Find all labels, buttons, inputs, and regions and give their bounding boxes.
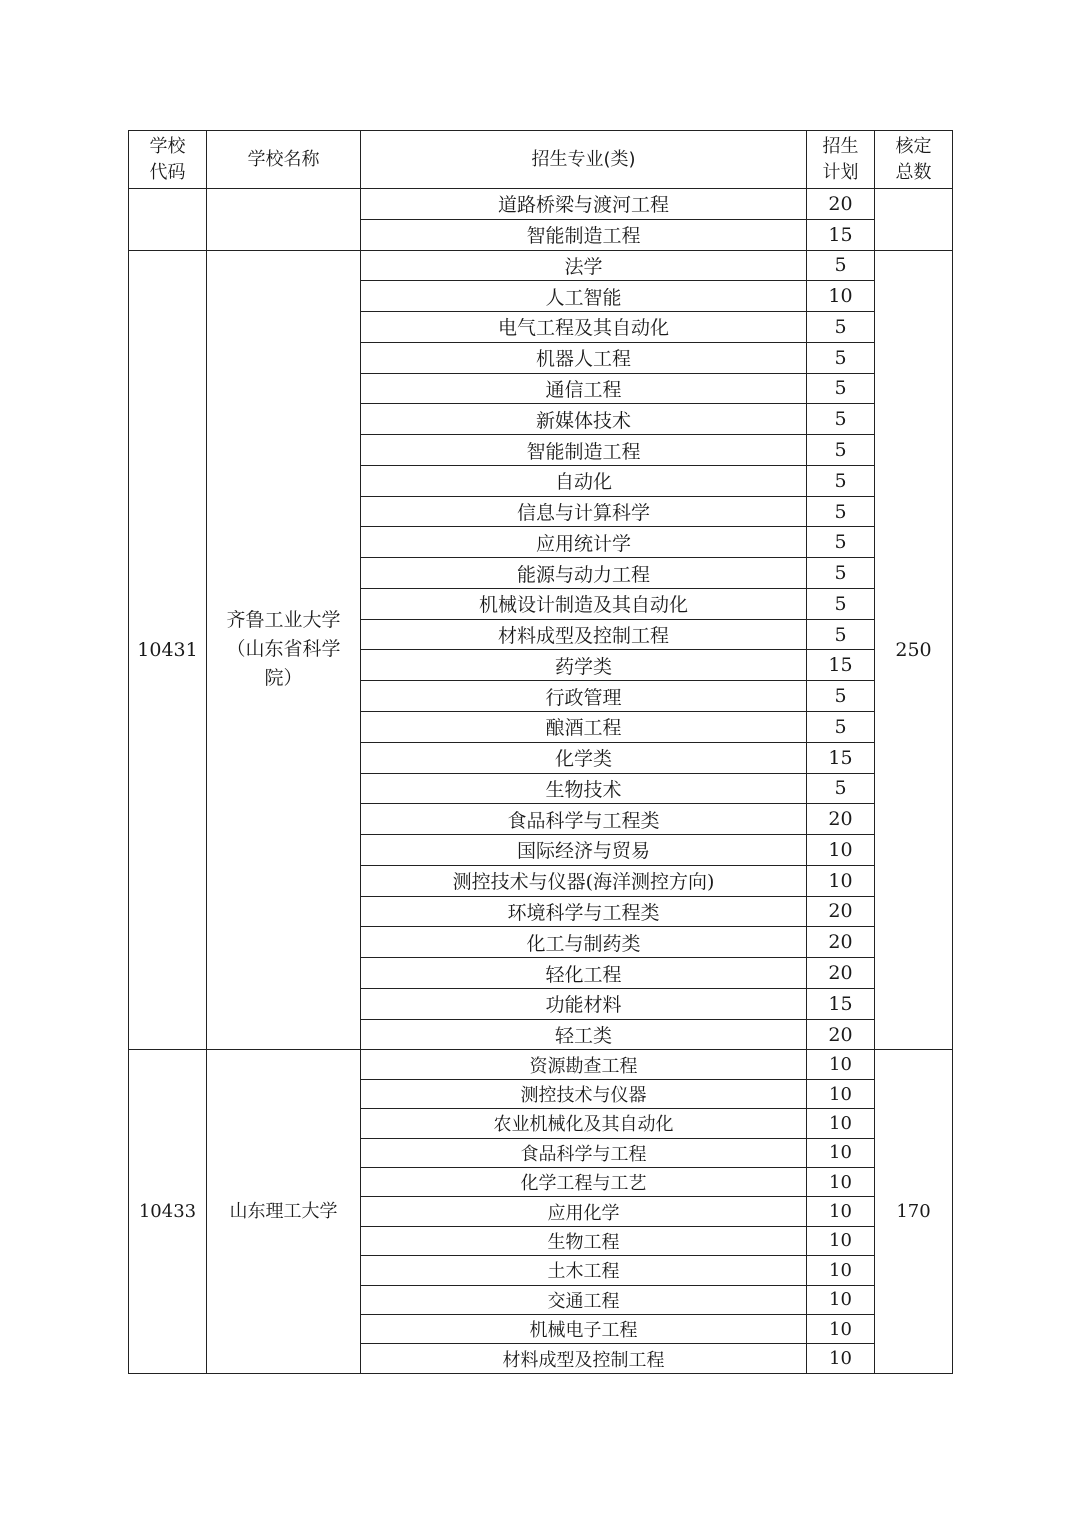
plan-cell: 10	[807, 1109, 875, 1138]
plan-cell: 5	[807, 558, 875, 589]
major-cell: 应用化学	[361, 1197, 807, 1226]
plan-cell: 20	[807, 896, 875, 927]
plan-cell: 10	[807, 1079, 875, 1108]
table-row	[129, 1050, 953, 1079]
major-cell: 自动化	[361, 465, 807, 496]
plan-cell: 15	[807, 219, 875, 250]
major-cell: 环境科学与工程类	[361, 896, 807, 927]
total-cell	[875, 189, 953, 251]
plan-cell: 10	[807, 1168, 875, 1197]
major-cell: 化工与制药类	[361, 927, 807, 958]
plan-cell: 20	[807, 189, 875, 220]
major-cell: 法学	[361, 250, 807, 281]
header-school-name: 学校名称	[207, 131, 361, 189]
plan-cell: 10	[807, 1256, 875, 1285]
plan-cell: 10	[807, 835, 875, 866]
major-cell: 测控技术与仪器	[361, 1079, 807, 1108]
plan-cell: 20	[807, 958, 875, 989]
plan-cell: 15	[807, 988, 875, 1019]
header-total: 核定总数	[875, 131, 953, 189]
plan-cell: 10	[807, 1226, 875, 1255]
plan-cell: 5	[807, 773, 875, 804]
major-cell: 通信工程	[361, 373, 807, 404]
plan-cell: 20	[807, 804, 875, 835]
major-cell: 酿酒工程	[361, 712, 807, 743]
major-cell: 药学类	[361, 650, 807, 681]
school-code-cell: 10431	[129, 250, 207, 1050]
table-row	[129, 250, 953, 281]
major-cell: 应用统计学	[361, 527, 807, 558]
major-cell: 化学工程与工艺	[361, 1168, 807, 1197]
major-cell: 测控技术与仪器(海洋测控方向)	[361, 865, 807, 896]
major-cell: 机器人工程	[361, 342, 807, 373]
major-cell: 食品科学与工程类	[361, 804, 807, 835]
header-major: 招生专业(类)	[361, 131, 807, 189]
major-cell: 国际经济与贸易	[361, 835, 807, 866]
plan-cell: 5	[807, 681, 875, 712]
plan-cell: 10	[807, 1285, 875, 1314]
school-code-cell: 10433	[129, 1050, 207, 1373]
plan-cell: 10	[807, 1197, 875, 1226]
plan-cell: 20	[807, 927, 875, 958]
plan-cell: 20	[807, 1019, 875, 1050]
header-row	[129, 131, 953, 189]
major-cell: 功能材料	[361, 988, 807, 1019]
plan-cell: 10	[807, 1314, 875, 1343]
plan-cell: 5	[807, 465, 875, 496]
major-cell: 机械设计制造及其自动化	[361, 588, 807, 619]
plan-cell: 5	[807, 342, 875, 373]
plan-cell: 15	[807, 742, 875, 773]
major-cell: 智能制造工程	[361, 219, 807, 250]
major-cell: 能源与动力工程	[361, 558, 807, 589]
plan-cell: 5	[807, 619, 875, 650]
header-plan: 招生计划	[807, 131, 875, 189]
major-cell: 机械电子工程	[361, 1314, 807, 1343]
header-school-code: 学校代码	[129, 131, 207, 189]
enrollment-table	[128, 130, 953, 1374]
plan-cell: 10	[807, 1138, 875, 1167]
major-cell: 生物技术	[361, 773, 807, 804]
school-name-cell: 齐鲁工业大学（山东省科学院）	[207, 250, 361, 1050]
major-cell: 生物工程	[361, 1226, 807, 1255]
plan-cell: 10	[807, 1344, 875, 1373]
plan-cell: 5	[807, 373, 875, 404]
major-cell: 食品科学与工程	[361, 1138, 807, 1167]
major-cell: 交通工程	[361, 1285, 807, 1314]
plan-cell: 10	[807, 865, 875, 896]
plan-cell: 5	[807, 527, 875, 558]
table-row	[129, 189, 953, 220]
major-cell: 电气工程及其自动化	[361, 312, 807, 343]
major-cell: 人工智能	[361, 281, 807, 312]
plan-cell: 5	[807, 496, 875, 527]
plan-cell: 5	[807, 312, 875, 343]
total-cell: 250	[875, 250, 953, 1050]
major-cell: 农业机械化及其自动化	[361, 1109, 807, 1138]
school-name-cell: 山东理工大学	[207, 1050, 361, 1373]
major-cell: 资源勘查工程	[361, 1050, 807, 1079]
plan-cell: 5	[807, 588, 875, 619]
plan-cell: 15	[807, 650, 875, 681]
plan-cell: 5	[807, 250, 875, 281]
plan-cell: 5	[807, 435, 875, 466]
major-cell: 道路桥梁与渡河工程	[361, 189, 807, 220]
major-cell: 智能制造工程	[361, 435, 807, 466]
major-cell: 信息与计算科学	[361, 496, 807, 527]
plan-cell: 5	[807, 404, 875, 435]
total-cell: 170	[875, 1050, 953, 1373]
major-cell: 材料成型及控制工程	[361, 619, 807, 650]
plan-cell: 10	[807, 1050, 875, 1079]
major-cell: 新媒体技术	[361, 404, 807, 435]
plan-cell: 5	[807, 712, 875, 743]
school-code-cell	[129, 189, 207, 251]
major-cell: 轻化工程	[361, 958, 807, 989]
major-cell: 轻工类	[361, 1019, 807, 1050]
major-cell: 土木工程	[361, 1256, 807, 1285]
major-cell: 行政管理	[361, 681, 807, 712]
school-name-cell	[207, 189, 361, 251]
major-cell: 化学类	[361, 742, 807, 773]
major-cell: 材料成型及控制工程	[361, 1344, 807, 1373]
plan-cell: 10	[807, 281, 875, 312]
